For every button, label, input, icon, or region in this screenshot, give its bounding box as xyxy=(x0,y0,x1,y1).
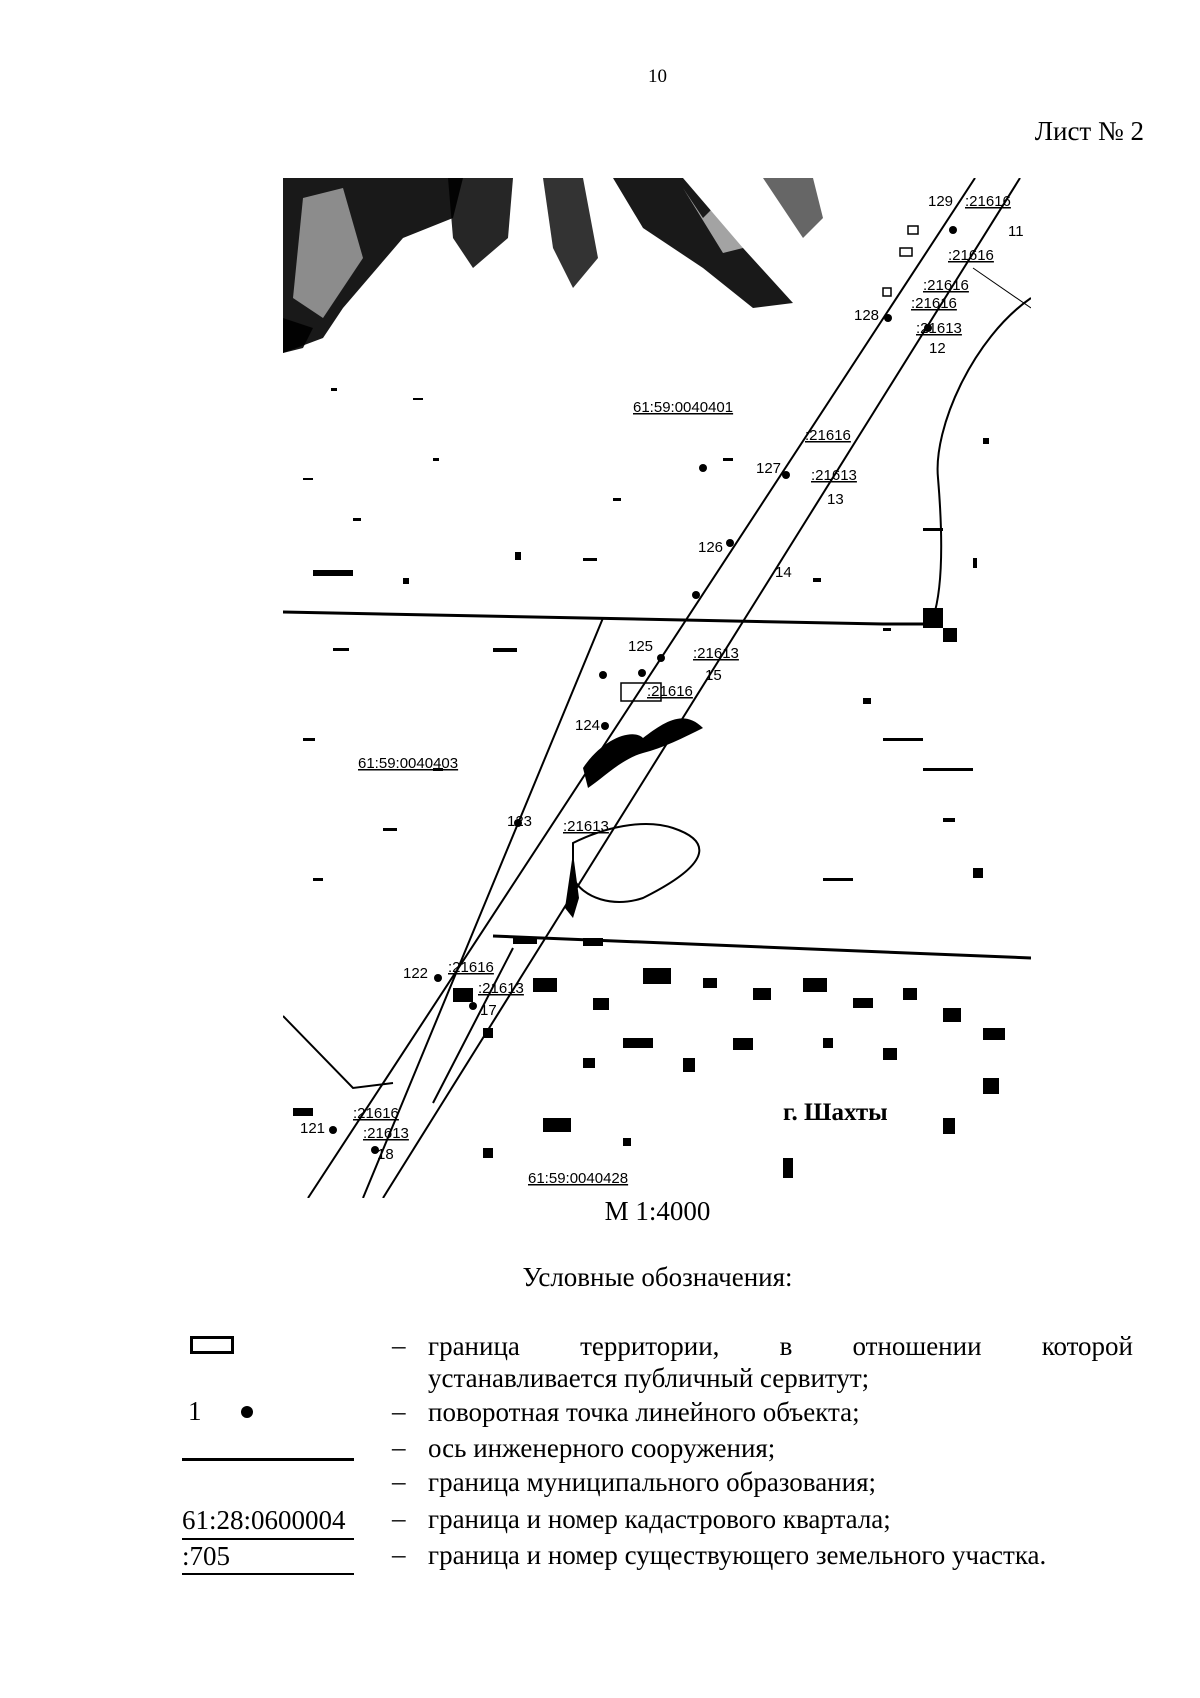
turning-point-number: 1 xyxy=(188,1396,202,1426)
point-label-14: 14 xyxy=(775,564,792,581)
parcel-label: :21616 xyxy=(965,193,1011,210)
parcel-label: :21613 xyxy=(693,645,739,662)
point-label-13: 13 xyxy=(827,491,844,508)
quarter-number-sample: 61:28:0600004 xyxy=(182,1505,346,1535)
boundary-rect-icon xyxy=(190,1336,234,1354)
point-label-124: 124 xyxy=(575,717,601,734)
legend-text-axis: ось инженерного сооружения; xyxy=(428,1433,776,1463)
point-label-121: 121 xyxy=(300,1120,326,1137)
legend-title: Условные обозначения: xyxy=(522,1262,793,1292)
parcel-boundary-line-icon xyxy=(182,1573,354,1575)
legend-dash: – xyxy=(392,1396,406,1426)
quarter-label-2: 61:59:0040403 xyxy=(358,755,459,772)
legend-symbol-parcel xyxy=(182,1539,354,1573)
point-label-18: 18 xyxy=(377,1146,394,1163)
point-label-17: 17 xyxy=(480,1002,497,1019)
point-label-128: 128 xyxy=(854,307,880,324)
legend-text-municipal: граница муниципального образования; xyxy=(428,1467,877,1497)
parcel-label: :21616 xyxy=(448,959,494,976)
point-label-12: 12 xyxy=(929,340,946,357)
legend-dash: – xyxy=(392,1466,406,1496)
city-label: г. Шахты xyxy=(783,1099,888,1126)
terrain-hatching xyxy=(283,178,823,353)
parcel-label: :21616 xyxy=(647,683,693,700)
quarter-label-1: 61:59:0040401 xyxy=(633,399,734,416)
legend-dash: – xyxy=(392,1330,406,1360)
municipal-boundary-line-icon xyxy=(182,1458,354,1461)
legend-text-line: устанавливается публичный сервитут; xyxy=(428,1363,870,1393)
legend-symbol-turning-point xyxy=(182,1396,354,1430)
sheet-label: Лист № 2 xyxy=(1034,116,1144,146)
point-label-129: 129 xyxy=(928,193,954,210)
map-scale: М 1:4000 xyxy=(604,1196,711,1226)
map-svg xyxy=(283,178,1031,1198)
legend-dash: – xyxy=(392,1503,406,1533)
point-label-125: 125 xyxy=(628,638,654,655)
point-label-15: 15 xyxy=(705,667,722,684)
terrain-specks xyxy=(303,388,989,881)
point-label-122: 122 xyxy=(403,965,429,982)
boundary-lines xyxy=(283,268,1031,1088)
quarter-label-3: 61:59:0040428 xyxy=(528,1170,629,1187)
legend-text-line: граница территории, в отношении которой xyxy=(428,1331,1133,1361)
parcel-label: :21616 xyxy=(805,427,851,444)
legend-dash: – xyxy=(392,1432,406,1462)
parcel-label: :21616 xyxy=(911,295,957,312)
parcel-label: :21613 xyxy=(916,320,962,337)
point-label-126: 126 xyxy=(698,539,724,556)
legend-text-quarter: граница и номер кадастрового квартала; xyxy=(428,1504,891,1534)
legend-symbol-servitude xyxy=(182,1330,354,1364)
legend-symbol-municipal xyxy=(182,1466,354,1500)
legend-dash: – xyxy=(392,1539,406,1569)
parcel-label: :21616 xyxy=(353,1105,399,1122)
turning-points xyxy=(329,226,957,1154)
parcel-label: :21613 xyxy=(811,467,857,484)
legend-text-servitude xyxy=(428,1330,1133,1394)
map-image xyxy=(283,178,1031,1198)
parcel-label: :21613 xyxy=(363,1125,409,1142)
point-label-127: 127 xyxy=(756,460,782,477)
parcel-label: :21613 xyxy=(478,980,524,997)
ravine xyxy=(583,718,703,788)
point-label-11: 11 xyxy=(1008,223,1024,240)
legend-text-parcel: граница и номер существующего земельного участка. xyxy=(428,1540,1047,1570)
turning-point-dot-icon xyxy=(241,1406,253,1418)
parcel-label: :21616 xyxy=(923,277,969,294)
parcel-number-sample: :705 xyxy=(182,1541,231,1571)
point-label-123: 123 xyxy=(507,813,533,830)
legend-symbol-quarter xyxy=(182,1503,354,1537)
legend-text-turning-point: поворотная точка линейного объекта; xyxy=(428,1397,860,1427)
parcel-label: :21613 xyxy=(563,818,609,835)
page-number: 10 xyxy=(648,66,667,87)
parcel-label: :21616 xyxy=(948,247,994,264)
